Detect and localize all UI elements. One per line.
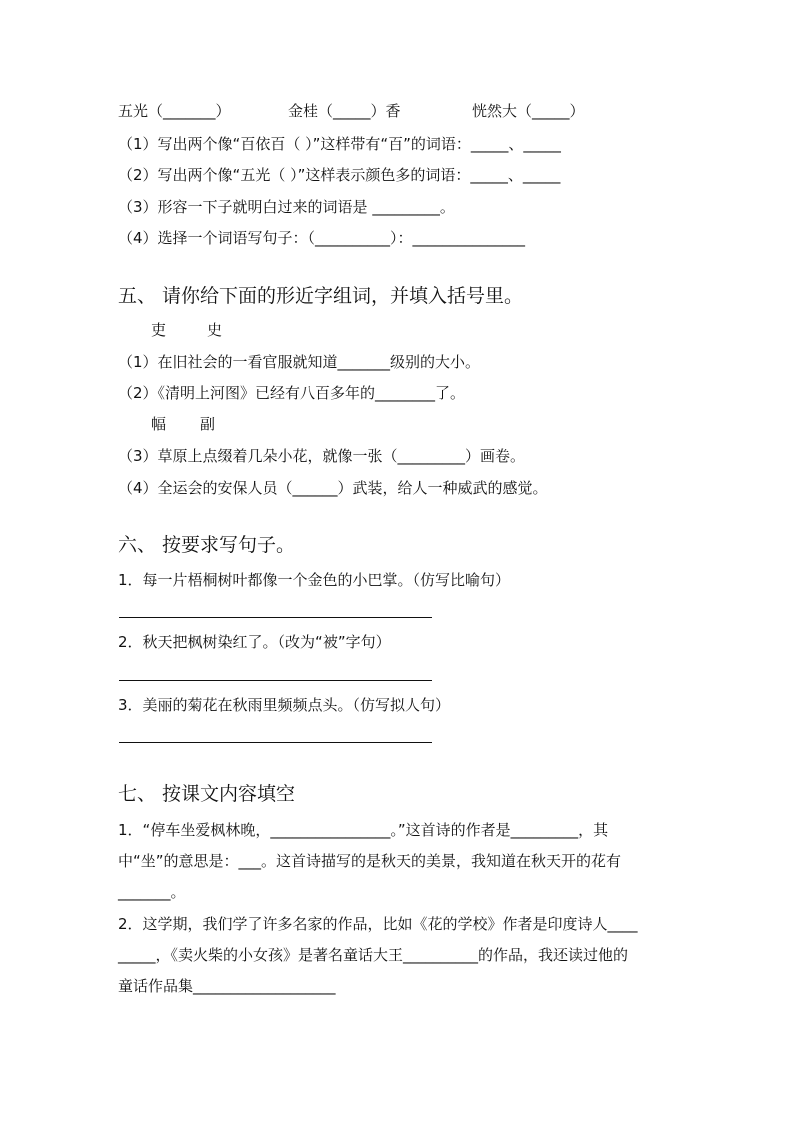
section6-title: 六、 按要求写句子。 [118,534,296,556]
section5-question-4: （4）全运会的安保人员（______）武装，给人一种威武的感觉。 [118,479,548,497]
answer-line-1[interactable] [119,617,432,618]
answer-line-3[interactable] [119,742,432,743]
section4-question-4: （4）选择一个词语写句子：（__________）：_______________ [118,229,526,247]
section6-item-1: 1．每一片梧桐树叶都像一个金色的小巴掌。（仿写比喻句） [118,571,511,589]
char-fu-width: 幅 [151,415,167,433]
section7-q1-line-1: 1．“停车坐爱枫林晚，________________。”这首诗的作者是_________，其 [118,821,609,839]
section5-title: 五、 请你给下面的形近字组词，并填入括号里。 [118,285,524,307]
section6-item-3: 3．美丽的菊花在秋雨里频频点头。（仿写拟人句） [118,696,451,714]
section4-question-2: （2）写出两个像“五光（ ）”这样表示颜色多的词语：_____、_____ [118,166,561,184]
section7-q2-line-1: 2．这学期，我们学了许多名家的作品，比如《花的学校》作者是印度诗人____ [118,915,638,933]
char-fu-deputy: 副 [200,415,216,433]
answer-line-2[interactable] [119,680,432,681]
section5-question-3: （3）草原上点缀着几朵小花，就像一张（_________）画卷。 [118,447,526,465]
section5-question-2: （2）《清明上河图》已经有八百多年的________了。 [118,384,466,402]
section7-q1-line-2: 中“坐”的意思是：___。这首诗描写的是秋天的美景，我知道在秋天开的花有 [118,852,622,870]
section6-item-2: 2．秋天把枫树染红了。（改为“被”字句） [118,633,391,651]
char-li: 吏 [151,321,167,339]
section7-title: 七、 按课文内容填空 [118,783,296,805]
section7-q1-line-3: _______。 [118,883,186,901]
word-item-3: 恍然大（_____） [472,102,585,120]
word-item-1: 五光（_______） [118,102,231,120]
section7-q2-line-2: _____，《卖火柴的小女孩》是著名童话大王__________的作品，我还读过他的 [118,946,629,964]
section4-question-3: （3）形容一下子就明白过来的词语是 _________。 [118,198,455,216]
section4-question-1: （1）写出两个像“百依百（ ）”这样带有“百”的词语：_____、_____ [118,135,561,153]
char-shi: 史 [207,321,223,339]
word-item-2: 金桂（_____）香 [288,102,401,120]
section5-question-1: （1）在旧社会的一看官服就知道_______级别的大小。 [118,353,481,371]
section7-q2-line-3: 童话作品集___________________ [118,977,336,995]
